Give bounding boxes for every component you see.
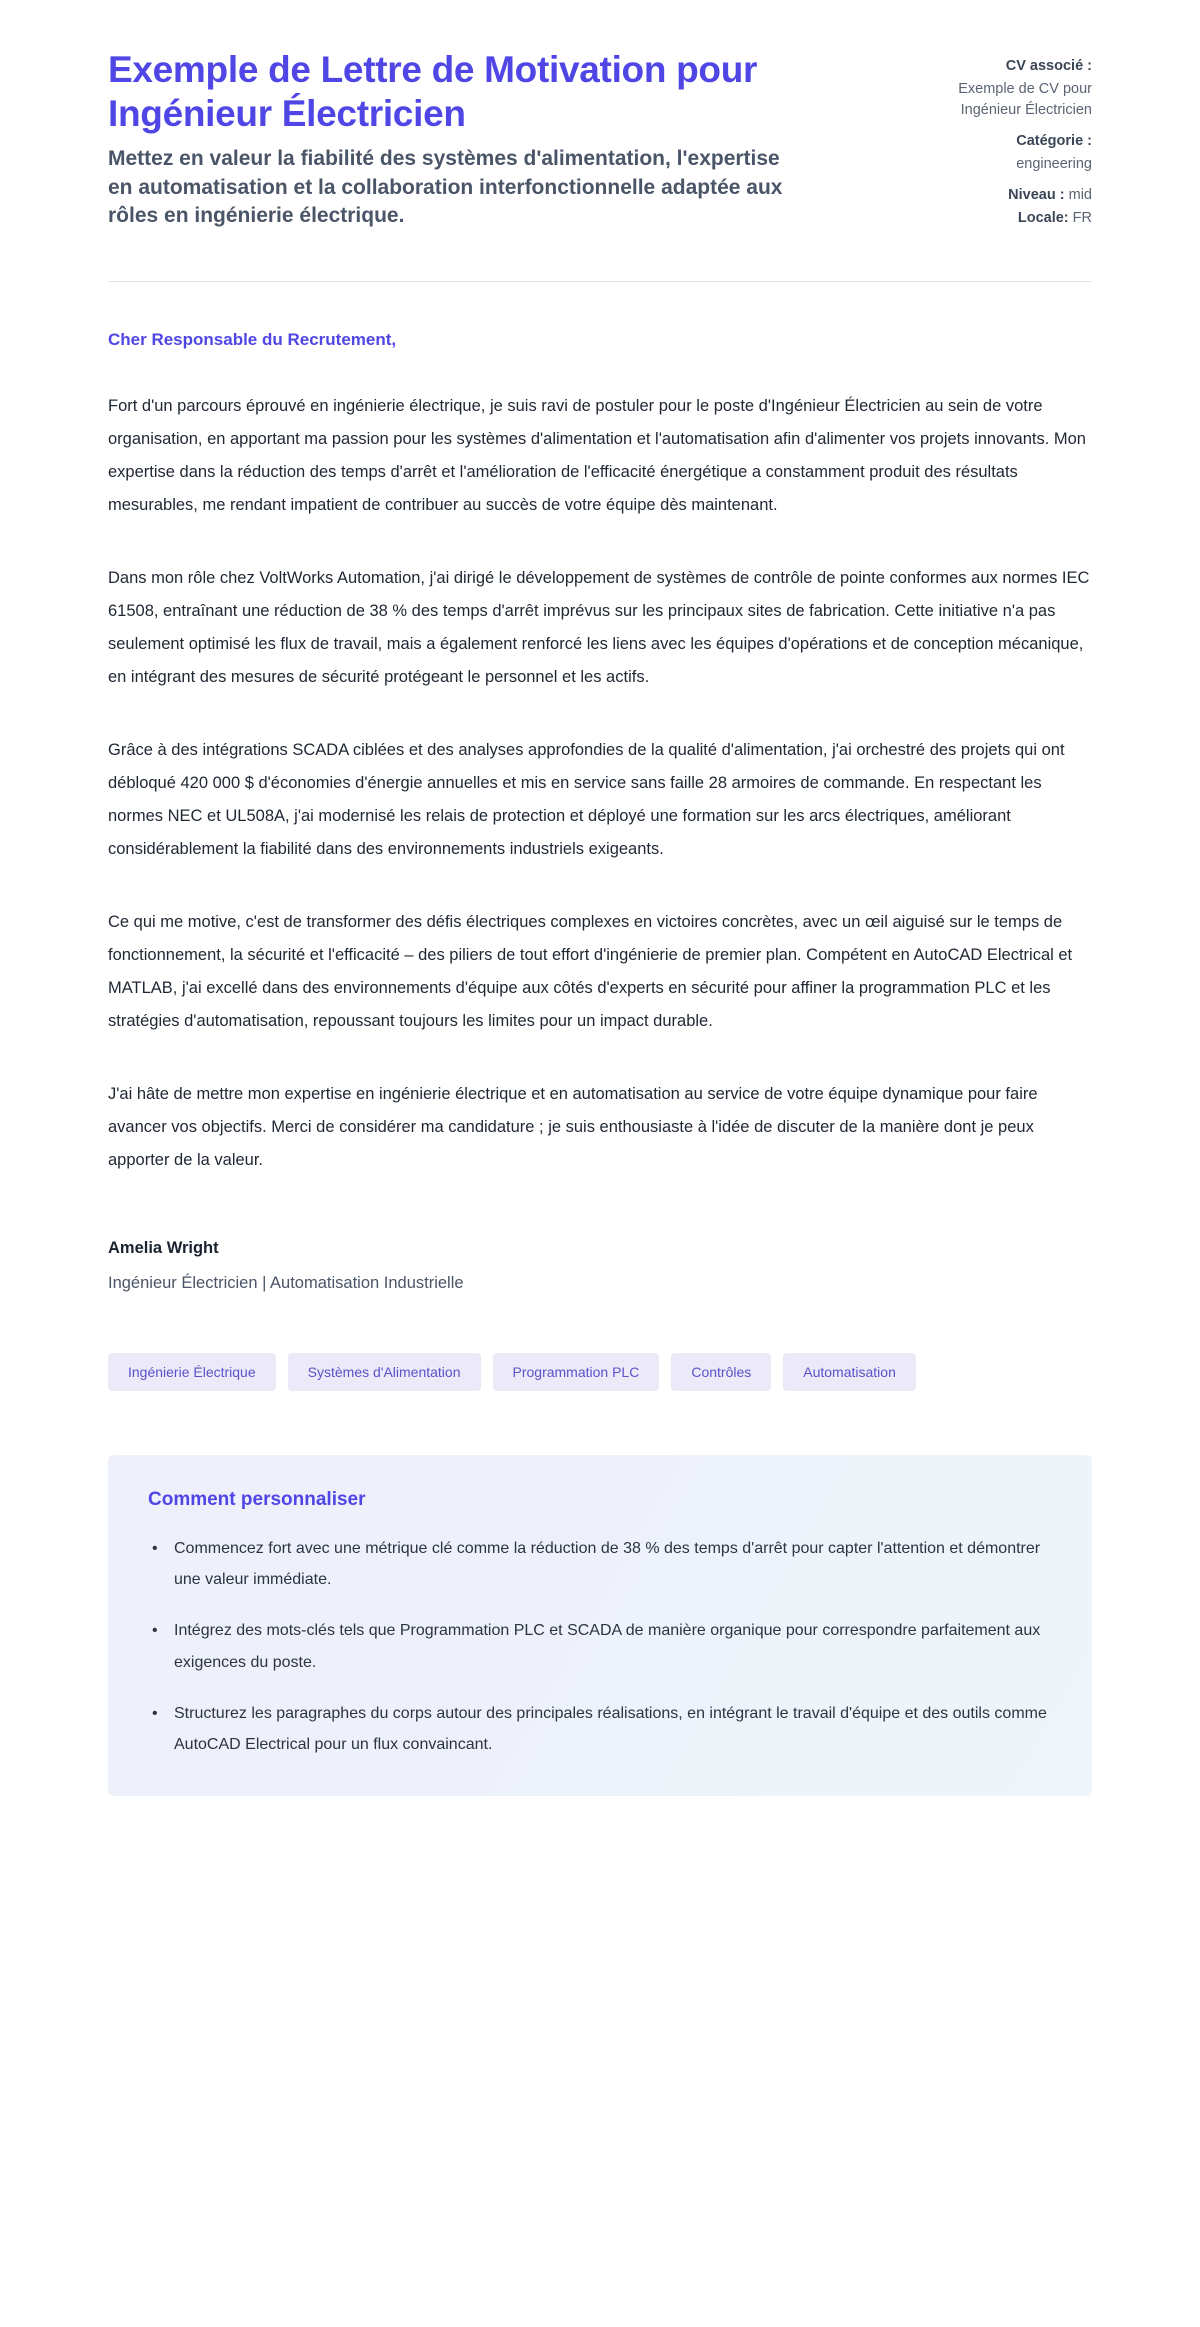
letter-paragraph: J'ai hâte de mettre mon expertise en ingénierie électrique et en automatisation au service de votre équipe dynamique pour faire avancer vos objectifs. Merci de considérer ma candidature ; je suis enthousiaste à l'idée de discuter de la manière dont je peux apporter de la valeur.	[108, 1085, 1038, 1170]
tips-list-item: • Commencez fort avec une métrique clé comme la réduction de 38 % des temps d'arrêt pour capter l'attention et démontrer une valeur immédiate.	[148, 1533, 1052, 1595]
letter-paragraph: Dans mon rôle chez VoltWorks Automation, j'ai dirigé le développement de systèmes de contrôle de pointe conformes aux normes IEC 61508, entraînant une réduction de 38 % des temps d'arrêt imprévus sur les principaux sites de fabrication. Cette initiative n'a pas seulement optimisé les flux de travail, mais a également renforcé les liens avec les équipes d'opérations et de conception mécanique, en intégrant des mesures de sécurité protégeant le personnel et les actifs.	[108, 569, 1090, 687]
page-title: Exemple de Lettre de Motivation pour Ingénieur Électricien	[108, 49, 758, 134]
tips-list-item: • Intégrez des mots-clés tels que Programmation PLC et SCADA de manière organique pour correspondre parfaitement aux exigences du poste.	[148, 1615, 1052, 1677]
meta-related-cv-label: CV associé :	[1005, 58, 1092, 74]
tag-chip[interactable]: Contrôles	[671, 1353, 771, 1391]
letter-paragraph: Fort d'un parcours éprouvé en ingénierie électrique, je suis ravi de postuler pour le poste d'Ingénieur Électricien au sein de votre organisation, en apportant ma passion pour les systèmes d'alimentation et l'automatisation afin d'alimenter vos projets innovants. Mon expertise dans la réduction des temps d'arrêt et l'amélioration de l'efficacité énergétique a constamment produit des résultats mesurables, me rendant impatient de contribuer au succès de votre équipe dès maintenant.	[108, 397, 1086, 515]
meta-related-cv-value: Exemple de CV pour Ingénieur Électricien	[958, 81, 1092, 119]
signature-role: Ingénieur Électricien | Automatisation Industrielle	[108, 1274, 464, 1293]
tips-list	[148, 1533, 1052, 1760]
letter-paragraph: Grâce à des intégrations SCADA ciblées et des analyses approfondies de la qualité d'alimentation, j'ai orchestré des projets qui ont débloqué 420 000 $ d'économies d'énergie annuelles et mis en service sans faille 28 armoires de commande. En respectant les normes NEC et UL508A, j'ai modernisé les relais de protection et déployé une formation sur les arcs électriques, améliorant considérablement la fiabilité dans des environnements industriels exigeants.	[108, 741, 1065, 859]
meta-locale-label: Locale:	[1017, 210, 1069, 227]
meta-related-cv-value-row	[917, 79, 1092, 121]
meta-category-value-row	[917, 154, 1092, 175]
tag-chip[interactable]: Automatisation	[783, 1353, 916, 1391]
document-metadata	[917, 48, 1092, 231]
meta-level-label: Niveau :	[1008, 187, 1065, 204]
tag-chip[interactable]: Ingénierie Électrique	[108, 1353, 276, 1391]
tips-list-item: • Structurez les paragraphes du corps autour des principales réalisations, en intégrant le travail d'équipe et des outils comme AutoCAD Electrical pour un flux convaincant.	[148, 1698, 1052, 1760]
letter-body	[108, 282, 1092, 1293]
letter-salutation: Cher Responsable du Recrutement,	[108, 330, 397, 350]
meta-category-value: engineering	[1016, 156, 1092, 173]
meta-related-cv	[917, 56, 1092, 77]
tips-title: Comment personnaliser	[148, 1489, 366, 1511]
header-text-group	[108, 48, 808, 231]
meta-level	[917, 185, 1092, 206]
meta-locale-value: FR	[1072, 210, 1092, 227]
meta-level-value: mid	[1068, 187, 1092, 204]
document-header	[108, 48, 1092, 231]
letter-paragraph: Ce qui me motive, c'est de transformer des défis électriques complexes en victoires concrètes, avec un œil aiguisé sur le temps de fonctionnement, la sécurité et l'efficacité – des piliers de tout effort d'ingénierie de premier plan. Compétent en AutoCAD Electrical et MATLAB, j'ai excellé dans des environnements d'équipe aux côtés d'experts en sécurité pour affiner la programmation PLC et les stratégies d'automatisation, repoussant toujours les limites pour un impact durable.	[108, 913, 1073, 1031]
signature-name: Amelia Wright	[108, 1239, 219, 1258]
meta-category	[917, 131, 1092, 152]
tag-list	[108, 1353, 1092, 1391]
signature-block	[108, 1239, 1092, 1293]
page-subtitle: Mettez en valeur la fiabilité des systèmes d'alimentation, l'expertise en automatisation et la collaboration interfonctionnelle adaptée aux rôles en ingénierie électrique.	[108, 147, 783, 228]
tag-chip[interactable]: Programmation PLC	[493, 1353, 660, 1391]
meta-locale	[917, 208, 1092, 229]
customization-tips-panel	[108, 1455, 1092, 1796]
meta-category-label: Catégorie :	[1016, 133, 1092, 150]
tag-chip[interactable]: Systèmes d'Alimentation	[288, 1353, 481, 1391]
